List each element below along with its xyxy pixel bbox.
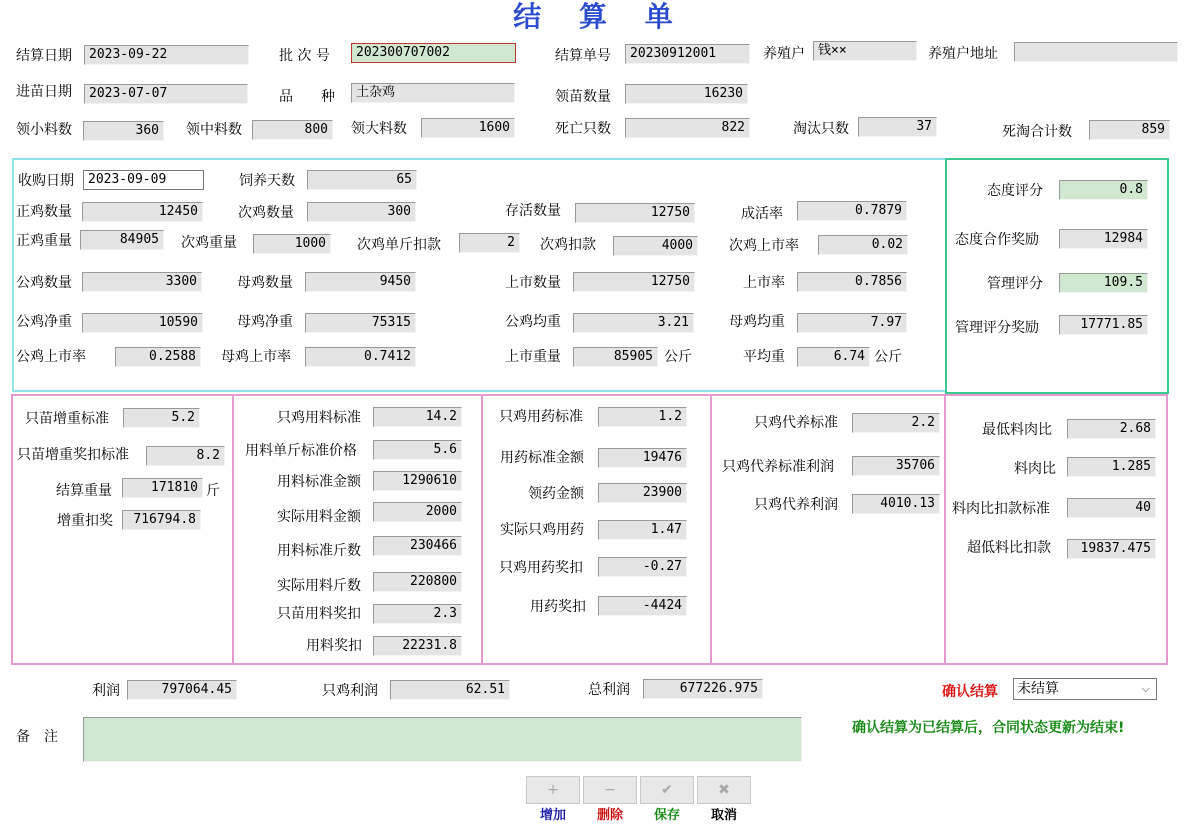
hen-net-label: 母鸡净重 — [237, 314, 293, 330]
attitude-field[interactable]: 0.8 — [1059, 180, 1148, 200]
feed-act-jin-field[interactable]: 220800 — [373, 572, 462, 592]
confirm-select[interactable] — [1013, 678, 1157, 700]
minus-icon: − — [604, 782, 616, 798]
mgmt-label: 管理评分 — [987, 276, 1043, 292]
add-button[interactable] — [526, 776, 580, 804]
feed-std-amt-field[interactable]: 1290610 — [373, 471, 462, 491]
proxy-std-profit-field[interactable]: 35706 — [852, 456, 940, 476]
per-profit-label: 只鸡利润 — [322, 683, 378, 699]
proxy-std-profit-label: 只鸡代养标准利润 — [722, 459, 834, 475]
growth-bonus-std-label: 只苗增重奖扣标准 — [17, 447, 129, 463]
delete-button-label[interactable]: 删除 — [596, 808, 623, 823]
survival-field[interactable]: 0.7879 — [797, 201, 907, 221]
drug-per-bonus-label: 只鸡用药奖扣 — [499, 560, 583, 576]
attitude-label: 态度评分 — [987, 183, 1043, 199]
sub-deduct-label: 次鸡单斤扣款 — [357, 237, 441, 253]
sub-wt-field[interactable]: 1000 — [253, 234, 331, 254]
drug-std-amt-label: 用药标准金额 — [500, 450, 584, 466]
min-ratio-field[interactable]: 2.68 — [1067, 419, 1156, 439]
purchase-date-field[interactable]: 2023-09-09 — [83, 170, 204, 190]
feed-price-label: 用料单斤标准价格 — [245, 443, 357, 459]
save-button[interactable] — [640, 776, 694, 804]
confirm-label: 确认结算 — [942, 684, 998, 700]
per-profit-field[interactable]: 62.51 — [390, 680, 510, 700]
total-profit-label: 总利润 — [588, 682, 630, 698]
min-ratio-label: 最低料肉比 — [982, 422, 1052, 438]
rooster-qty-label: 公鸡数量 — [16, 275, 72, 291]
feed-act-jin-label: 实际用料斤数 — [277, 578, 361, 594]
hen-net-field[interactable]: 75315 — [305, 313, 416, 333]
feed-bonus-field[interactable]: 22231.8 — [373, 636, 462, 656]
farmer-addr-field[interactable] — [1014, 42, 1178, 62]
chick-qty-label: 领苗数量 — [555, 89, 611, 105]
sub-deduct-amt-label: 次鸡扣款 — [540, 237, 596, 253]
cancel-button-label[interactable]: 取消 — [710, 808, 737, 823]
drug-std-amt-field[interactable]: 19476 — [598, 448, 687, 468]
market-wt-unit: 公斤 — [664, 349, 692, 365]
feed-act-amt-label: 实际用料金额 — [277, 509, 361, 525]
cancel-button[interactable] — [697, 776, 751, 804]
feed-act-amt-field[interactable]: 2000 — [373, 502, 462, 522]
drug-act-field[interactable]: 1.47 — [598, 520, 687, 540]
good-wt-field[interactable]: 84905 — [80, 230, 164, 250]
alive-qty-field[interactable]: 12750 — [575, 203, 695, 223]
feed-std-jin-label: 用料标准斤数 — [277, 543, 361, 559]
ratio-label: 料肉比 — [1014, 461, 1056, 477]
rooster-mr-label: 公鸡上市率 — [16, 349, 86, 365]
feed-per-bonus-field[interactable]: 2.3 — [373, 604, 462, 624]
culled-field[interactable]: 37 — [858, 117, 937, 137]
rooster-avg-label: 公鸡均重 — [505, 314, 561, 330]
good-qty-label: 正鸡数量 — [16, 204, 72, 220]
rooster-qty-field[interactable]: 3300 — [82, 272, 202, 292]
avg-wt-label: 平均重 — [743, 349, 785, 365]
dead-total-field[interactable]: 859 — [1089, 120, 1170, 140]
drug-std-label: 只鸡用药标准 — [499, 409, 583, 425]
rooster-net-field[interactable]: 10590 — [82, 313, 203, 333]
confirm-hint: 确认结算为已结算后，合同状态更新为结束! — [852, 720, 1125, 736]
alive-qty-label: 存活数量 — [505, 203, 561, 219]
proxy-std-label: 只鸡代养标准 — [754, 415, 838, 431]
market-qty-field[interactable]: 12750 — [573, 272, 695, 292]
settle-date-field[interactable]: 2023-09-22 — [84, 45, 249, 65]
coop-bonus-field[interactable]: 12984 — [1059, 229, 1148, 249]
drug-bonus-label: 用药奖扣 — [530, 599, 586, 615]
feed-per-bonus-label: 只苗用料奖扣 — [277, 606, 361, 622]
farmer-field[interactable]: 钱×× — [813, 41, 917, 61]
note-label: 备 注 — [16, 729, 58, 745]
settle-wt-field[interactable]: 171810 — [122, 478, 203, 498]
ratio-deduct-std-field[interactable]: 40 — [1067, 498, 1156, 518]
drug-per-bonus-field[interactable]: -0.27 — [598, 557, 687, 577]
chevron-down-icon: ⌵ — [1141, 682, 1150, 695]
big-feed-label: 领大料数 — [351, 121, 407, 137]
dead-field[interactable]: 822 — [625, 118, 750, 138]
small-feed-label: 领小料数 — [16, 122, 72, 138]
growth-std-label: 只苗增重标准 — [25, 411, 109, 427]
feed-std-label: 只鸡用料标准 — [277, 410, 361, 426]
plus-icon: + — [547, 782, 559, 798]
growth-bonus-field[interactable]: 716794.8 — [122, 510, 201, 530]
sub-market-field[interactable]: 0.02 — [818, 235, 908, 255]
feed-section — [232, 394, 483, 665]
mid-feed-field[interactable]: 800 — [252, 120, 333, 140]
dead-label: 死亡只数 — [555, 121, 611, 137]
sub-deduct-amt-field[interactable]: 4000 — [613, 236, 698, 256]
feed-bonus-label: 用料奖扣 — [306, 638, 362, 654]
sub-market-label: 次鸡上市率 — [729, 238, 799, 254]
confirm-select-value: 未结算 — [1017, 681, 1059, 697]
coop-bonus-label: 态度合作奖励 — [955, 232, 1039, 248]
breed-label: 品 种 — [279, 89, 335, 105]
ratio-deduct-std-label: 料肉比扣款标准 — [952, 501, 1050, 517]
mid-feed-label: 领中料数 — [186, 122, 242, 138]
feed-days-field[interactable]: 65 — [307, 170, 417, 190]
growth-std-field[interactable]: 5.2 — [123, 408, 200, 428]
purchase-date-label: 收购日期 — [18, 173, 74, 189]
big-feed-field[interactable]: 1600 — [421, 118, 515, 138]
market-wt-label: 上市重量 — [505, 349, 561, 365]
feed-price-field[interactable]: 5.6 — [373, 440, 462, 460]
dead-total-label: 死淘合计数 — [1002, 124, 1072, 140]
proxy-section — [710, 394, 946, 665]
settle-date-label: 结算日期 — [16, 48, 72, 64]
drug-amt-label: 领药金额 — [528, 486, 584, 502]
hen-qty-label: 母鸡数量 — [237, 275, 293, 291]
settle-wt-label: 结算重量 — [56, 483, 112, 499]
avg-wt-unit: 公斤 — [874, 349, 902, 365]
mgmt-bonus-label: 管理评分奖励 — [955, 320, 1039, 336]
sub-wt-label: 次鸡重量 — [181, 235, 237, 251]
feed-days-label: 饲养天数 — [239, 173, 295, 189]
good-wt-label: 正鸡重量 — [16, 233, 72, 249]
market-rate-field[interactable]: 0.7856 — [797, 272, 907, 292]
note-textarea[interactable] — [83, 717, 802, 762]
total-profit-field[interactable]: 677226.975 — [643, 679, 763, 699]
ratio-field[interactable]: 1.285 — [1067, 457, 1156, 477]
breed-field[interactable]: 土杂鸡 — [351, 83, 515, 103]
over-deduct-field[interactable]: 19837.475 — [1067, 539, 1156, 559]
mgmt-bonus-field[interactable]: 17771.85 — [1059, 315, 1148, 335]
page-title: 结 算 单 — [513, 0, 687, 33]
settle-no-field[interactable]: 20230912001 — [625, 44, 750, 64]
rooster-avg-field[interactable]: 3.21 — [573, 313, 694, 333]
over-deduct-label: 超低料比扣款 — [967, 540, 1051, 556]
delete-button[interactable] — [583, 776, 637, 804]
market-rate-label: 上市率 — [743, 275, 785, 291]
hen-mr-label: 母鸡上市率 — [221, 349, 291, 365]
drug-amt-field[interactable]: 23900 — [598, 483, 687, 503]
settle-no-label: 结算单号 — [555, 48, 611, 64]
sub-deduct-field[interactable]: 2 — [459, 233, 520, 253]
sub-qty-field[interactable]: 300 — [307, 202, 416, 222]
proxy-profit-label: 只鸡代养利润 — [754, 497, 838, 513]
batch-field[interactable]: 202300707002 — [351, 43, 516, 63]
profit-label: 利润 — [92, 683, 120, 699]
hen-avg-label: 母鸡均重 — [729, 314, 785, 330]
settle-wt-unit: 斤 — [206, 483, 220, 499]
add-button-label[interactable]: 增加 — [539, 808, 566, 823]
proxy-profit-field[interactable]: 4010.13 — [852, 494, 940, 514]
feed-std-field[interactable]: 14.2 — [373, 407, 462, 427]
save-button-label[interactable]: 保存 — [653, 808, 680, 823]
avg-wt-field[interactable]: 6.74 — [797, 347, 870, 367]
hen-avg-field[interactable]: 7.97 — [797, 313, 907, 333]
rooster-net-label: 公鸡净重 — [16, 314, 72, 330]
sub-qty-label: 次鸡数量 — [238, 205, 294, 221]
chick-date-label: 进苗日期 — [16, 84, 72, 100]
farmer-addr-label: 养殖户地址 — [928, 46, 998, 62]
market-qty-label: 上市数量 — [505, 275, 561, 291]
proxy-std-field[interactable]: 2.2 — [852, 413, 940, 433]
drug-act-label: 实际只鸡用药 — [500, 522, 584, 538]
feed-std-jin-field[interactable]: 230466 — [373, 536, 462, 556]
chick-date-field[interactable]: 2023-07-07 — [84, 84, 248, 104]
chick-qty-field[interactable]: 16230 — [625, 84, 748, 104]
growth-bonus-label: 增重扣奖 — [57, 513, 113, 529]
growth-bonus-std-field[interactable]: 8.2 — [146, 446, 225, 466]
profit-field[interactable]: 797064.45 — [127, 680, 237, 700]
drug-bonus-field[interactable]: -4424 — [598, 596, 687, 616]
small-feed-field[interactable]: 360 — [83, 121, 164, 141]
hen-qty-field[interactable]: 9450 — [305, 272, 416, 292]
mgmt-field[interactable]: 109.5 — [1059, 273, 1148, 293]
hen-mr-field[interactable]: 0.7412 — [305, 347, 416, 367]
batch-label: 批 次 号 — [279, 48, 330, 64]
drug-std-field[interactable]: 1.2 — [598, 407, 687, 427]
survival-label: 成活率 — [741, 206, 783, 222]
market-wt-field[interactable]: 85905 — [573, 347, 658, 367]
culled-label: 淘汰只数 — [793, 121, 849, 137]
check-icon: ✔ — [661, 782, 673, 798]
rooster-mr-field[interactable]: 0.2588 — [115, 347, 201, 367]
good-qty-field[interactable]: 12450 — [82, 202, 203, 222]
feed-std-amt-label: 用料标准金额 — [277, 474, 361, 490]
close-icon: ✖ — [718, 782, 730, 798]
farmer-label: 养殖户 — [763, 46, 805, 62]
